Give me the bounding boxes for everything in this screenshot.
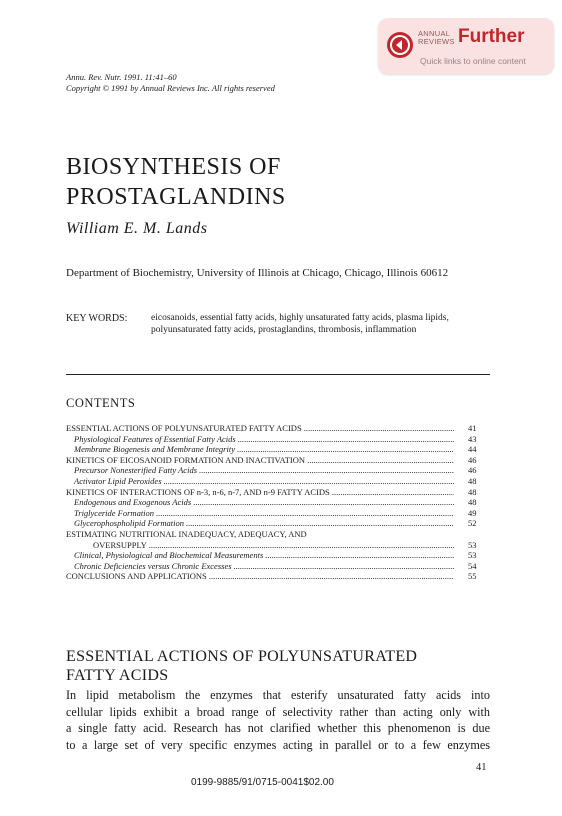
footer-code: 0199-9885/91/0715-0041$02.00 bbox=[191, 777, 334, 788]
annual-reviews-logo-icon bbox=[386, 31, 414, 59]
body-line: cellular lipids exhibit a broad range of selectivity rather than acting only with bbox=[66, 704, 490, 719]
toc-entry-title: KINETICS OF INTERACTIONS OF n-3, n-6, n-7, AND n-9 FATTY ACIDS ..... bbox=[66, 487, 454, 498]
toc-entry-title: Endogenous and Exogenous Acids ..... bbox=[74, 497, 454, 508]
toc-entry bbox=[66, 561, 490, 572]
toc-entry-page: 54 bbox=[468, 561, 490, 572]
toc-entry-page: 48 bbox=[468, 476, 490, 487]
body-line: In lipid metabolism the enzymes that esterify unsaturated fatty acids into bbox=[66, 688, 490, 702]
toc-entry-page: 48 bbox=[468, 487, 490, 498]
toc-entry bbox=[66, 508, 490, 519]
contents-heading: CONTENTS bbox=[66, 396, 136, 410]
keywords-text: eicosanoids, essential fatty acids, highly unsaturated fatty acids, plasma lipids, polyunsaturated fatty acids, prostaglandins, thrombosis, inflammation bbox=[151, 313, 449, 335]
toc-entry bbox=[66, 423, 490, 434]
toc-entry bbox=[66, 540, 490, 551]
toc-entry bbox=[66, 550, 490, 561]
toc-entry bbox=[66, 518, 490, 529]
banner-further-text: Further bbox=[458, 26, 525, 47]
toc-entry-title: Triglyceride Formation ..... bbox=[74, 508, 454, 519]
toc-entry-page: 46 bbox=[468, 465, 490, 476]
title-line-2: PROSTAGLANDINS bbox=[66, 184, 286, 210]
journal-citation bbox=[66, 72, 275, 94]
toc-entry-title: KINETICS OF EICOSANOID FORMATION AND INACTIVATION ..... bbox=[66, 455, 454, 466]
further-banner[interactable] bbox=[378, 18, 554, 74]
toc-entry-title: CONCLUSIONS AND APPLICATIONS ..... bbox=[66, 571, 454, 582]
toc-entry-page: 52 bbox=[468, 518, 490, 529]
toc-entry-title: Membrane Biogenesis and Membrane Integrity ..... bbox=[74, 444, 454, 455]
toc-entry bbox=[66, 444, 490, 455]
toc-entry-page: 43 bbox=[468, 434, 490, 445]
toc-entry bbox=[66, 476, 490, 487]
citation-line-2: Copyright © 1991 by Annual Reviews Inc. All rights reserved bbox=[66, 83, 275, 93]
keywords-label: KEY WORDS: bbox=[66, 313, 128, 324]
toc-entry-page: 41 bbox=[468, 423, 490, 434]
toc-entry-title: Physiological Features of Essential Fatty Acids ..... bbox=[74, 434, 454, 445]
toc-entry-page: 44 bbox=[468, 444, 490, 455]
toc-entry bbox=[66, 487, 490, 498]
title-line-1: BIOSYNTHESIS OF bbox=[66, 154, 281, 180]
table-of-contents bbox=[66, 423, 490, 582]
article-title bbox=[66, 152, 286, 212]
toc-entry-page: 49 bbox=[468, 508, 490, 519]
toc-entry-page: 55 bbox=[468, 571, 490, 582]
toc-entry-title: ESSENTIAL ACTIONS OF POLYUNSATURATED FATTY ACIDS ..... bbox=[66, 423, 454, 434]
citation-line-1: Annu. Rev. Nutr. 1991. 11:41–60 bbox=[66, 72, 177, 82]
toc-entry-page: 48 bbox=[468, 497, 490, 508]
divider-rule bbox=[66, 374, 490, 375]
toc-entry-page: 46 bbox=[468, 455, 490, 466]
author-name: William E. M. Lands bbox=[66, 220, 208, 237]
body-paragraph bbox=[66, 687, 490, 753]
section-heading-line-2: FATTY ACIDS bbox=[66, 667, 169, 684]
banner-annual-reviews-text: ANNUAL REVIEWS bbox=[418, 29, 455, 46]
body-line: a single fatty acid. Research has not clarified whether this phenomenon is due bbox=[66, 721, 490, 735]
toc-entry-title: Activator Lipid Peroxides ..... bbox=[74, 476, 454, 487]
toc-entry bbox=[66, 571, 490, 582]
toc-entry-page: 53 bbox=[468, 540, 490, 551]
toc-entry bbox=[66, 529, 490, 540]
toc-entry-title: ESTIMATING NUTRITIONAL INADEQUACY, ADEQUACY, AND bbox=[66, 528, 307, 539]
banner-subtitle: Quick links to online content bbox=[420, 56, 526, 66]
toc-entry-title: Glycerophospholipid Formation ..... bbox=[74, 518, 454, 529]
toc-entry-title: Clinical, Physiological and Biochemical Measurements ..... bbox=[74, 550, 454, 561]
toc-entry-title: Chronic Deficiencies versus Chronic Excesses ..... bbox=[74, 561, 454, 572]
toc-entry bbox=[66, 497, 490, 508]
toc-entry bbox=[66, 465, 490, 476]
author-affiliation: Department of Biochemistry, University of Illinois at Chicago, Chicago, Illinois 60612 bbox=[66, 267, 449, 279]
toc-entry-title: Precursor Nonesterified Fatty Acids ..... bbox=[74, 465, 454, 476]
toc-entry bbox=[66, 455, 490, 466]
toc-entry-page: 53 bbox=[468, 550, 490, 561]
section-heading bbox=[66, 647, 417, 685]
body-line: to a large set of very specific enzymes acting in parallel or to a few enzymes bbox=[66, 737, 490, 752]
toc-entry-title: OVERSUPPLY ..... bbox=[93, 540, 454, 551]
toc-entry bbox=[66, 434, 490, 445]
page-number: 41 bbox=[476, 762, 487, 773]
section-heading-line-1: ESSENTIAL ACTIONS OF POLYUNSATURATED bbox=[66, 648, 418, 665]
